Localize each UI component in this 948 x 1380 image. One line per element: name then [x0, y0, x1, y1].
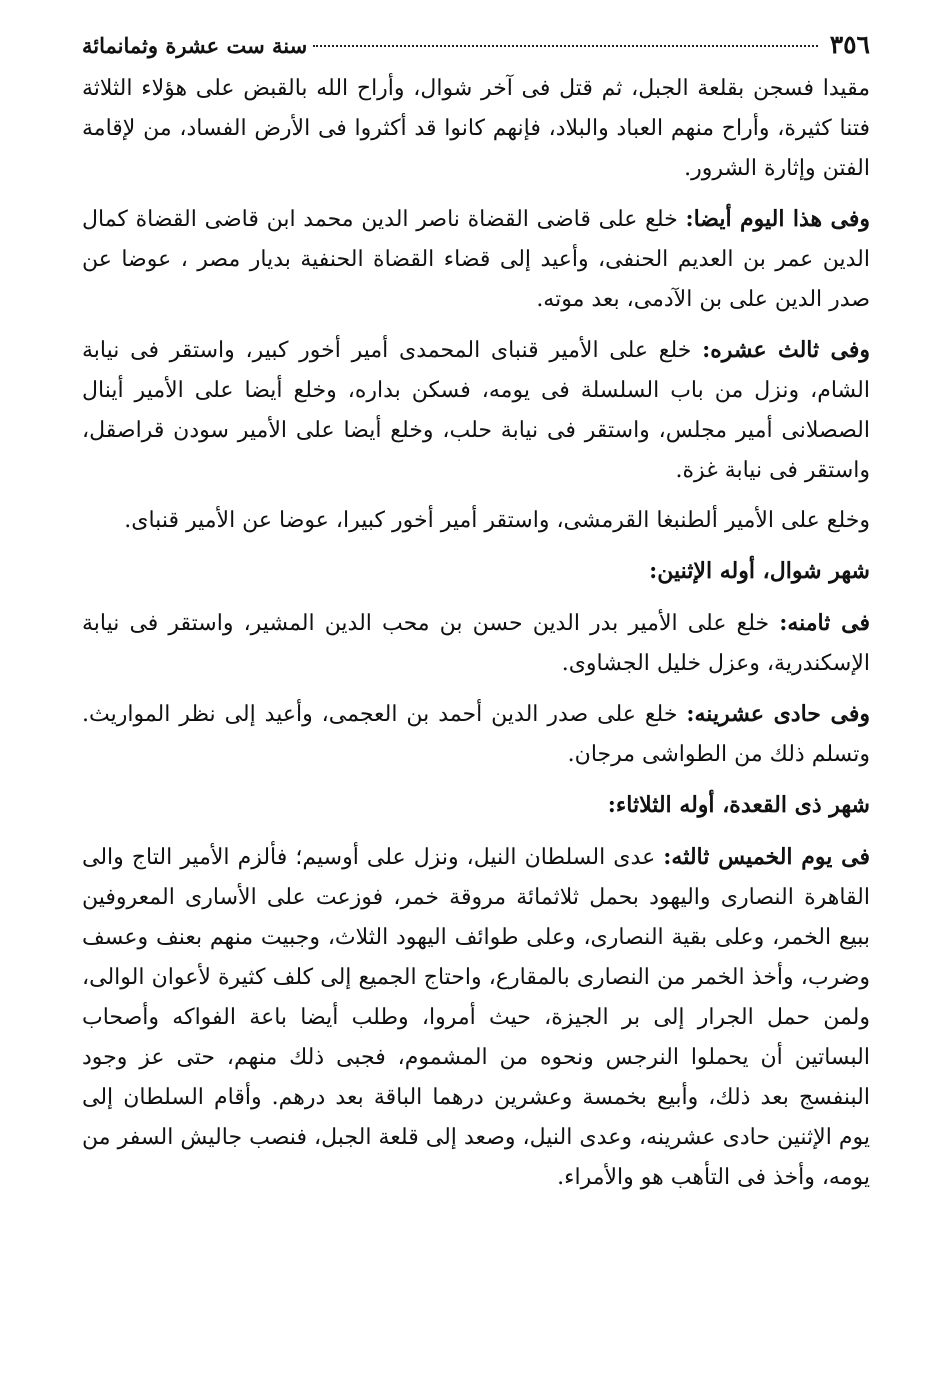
paragraph-twenty-first	[82, 694, 870, 775]
paragraph-thursday	[82, 837, 870, 1198]
month-heading-dhul-qada: شهر ذى القعدة، أوله الثلاثاء:	[607, 792, 870, 818]
paragraph-lead: وفى هذا اليوم أيضا:	[685, 206, 871, 232]
paragraph-text: خلع على الأمير بدر الدين حسن بن محب الدين المشير، واستقر فى نيابة الإسكندرية، وعزل خليل الجشاوى.	[82, 611, 870, 676]
paragraph-lead: فى يوم الخميس ثالثه:	[663, 844, 871, 870]
paragraph-same-day	[82, 199, 870, 320]
paragraph-continuation	[82, 69, 870, 189]
running-header	[82, 30, 870, 59]
paragraph-lead: فى ثامنه:	[779, 610, 870, 636]
paragraph-lead: وفى حادى عشرينه:	[686, 701, 870, 727]
paragraph-text: وخلع على الأمير ألطنبغا القرمشى، واستقر أمير أخور كبيرا، عوضا عن الأمير قنباى.	[124, 508, 870, 533]
paragraph-lead: وفى ثالث عشره:	[702, 337, 870, 363]
running-title: سنة ست عشرة وثمانمائة	[82, 33, 308, 58]
page-number: ٣٥٦	[829, 30, 870, 59]
dotted-leader	[313, 45, 817, 47]
paragraph-eighth	[82, 603, 870, 684]
paragraph-text: خلع على صدر الدين أحمد بن العجمى، وأعيد إلى نظر المواريث. وتسلم ذلك من الطواشى مرجان.	[82, 702, 870, 767]
paragraph-altunbugha	[82, 501, 870, 541]
paragraph-text: مقيدا فسجن بقلعة الجبل، ثم قتل فى آخر شوال، وأراح الله بالقبض على هؤلاء الثلاثة فتنا كثيرة، وأراح منهم العباد والبلاد، فإنهم كانوا قد أكثروا فى الأرض الفساد، من لإقامة الفتن وإثارة الشرور.	[82, 76, 870, 181]
month-heading-shawwal: شهر شوال، أوله الإثنين:	[649, 558, 870, 584]
paragraph-text: خلع على الأمير قنباى المحمدى أمير أخور كبير، واستقر فى نيابة الشام، ونزل من باب السلسلة فى يومه، فسكن بداره، وخلع أيضا على الأمير أينال الصصلانى أمير مجلس، واستقر فى نيابة حلب، وخلع أيضا على الأمير سودن قراصقل، واستقر فى نيابة غزة.	[82, 338, 870, 483]
paragraph-thirteenth	[82, 330, 870, 491]
paragraph-text: خلع على قاضى القضاة ناصر الدين محمد ابن قاضى القضاة كمال الدين عمر بن العديم الحنفى، وأعيد إلى قضاء القضاة الحنفية بديار مصر ، عوضا عن صدر الدين على بن الآدمى، بعد موته.	[82, 207, 870, 312]
paragraph-text: عدى السلطان النيل، ونزل على أوسيم؛ فألزم الأمير التاج والى القاهرة النصارى واليهود بحمل ثلاثمائة مروقة خمر، فوزعت على الأسارى المعروفين ببيع الخمر، وعلى بقية النصارى، وعلى طوائف اليهود الثلاث، وجبيت منهم بعنف وعسف وضرب، وأخذ الخمر من النصارى بالمقارع، واحتاج الجميع إلى كلف كثيرة لأعوان الوالى، ولمن حمل الجرار إلى بر الجيزة، حيث أمروا، وطلب أيضا باعة الفواكه وأصحاب البساتين أن يحملوا النرجس ونحوه من المشموم، فجبى ذلك منهم، حتى عز وجود البنفسج بعد ذلك، وأبيع بخمسة وعشرين درهما الباقة بعد درهم. وأقام السلطان إلى يوم الإثنين حادى عشرينه، وعدى النيل، وصعد إلى قلعة الجبل، فنصب جاليش السفر من يومه، وأخذ فى التأهب هو والأمراء.	[82, 845, 870, 1190]
